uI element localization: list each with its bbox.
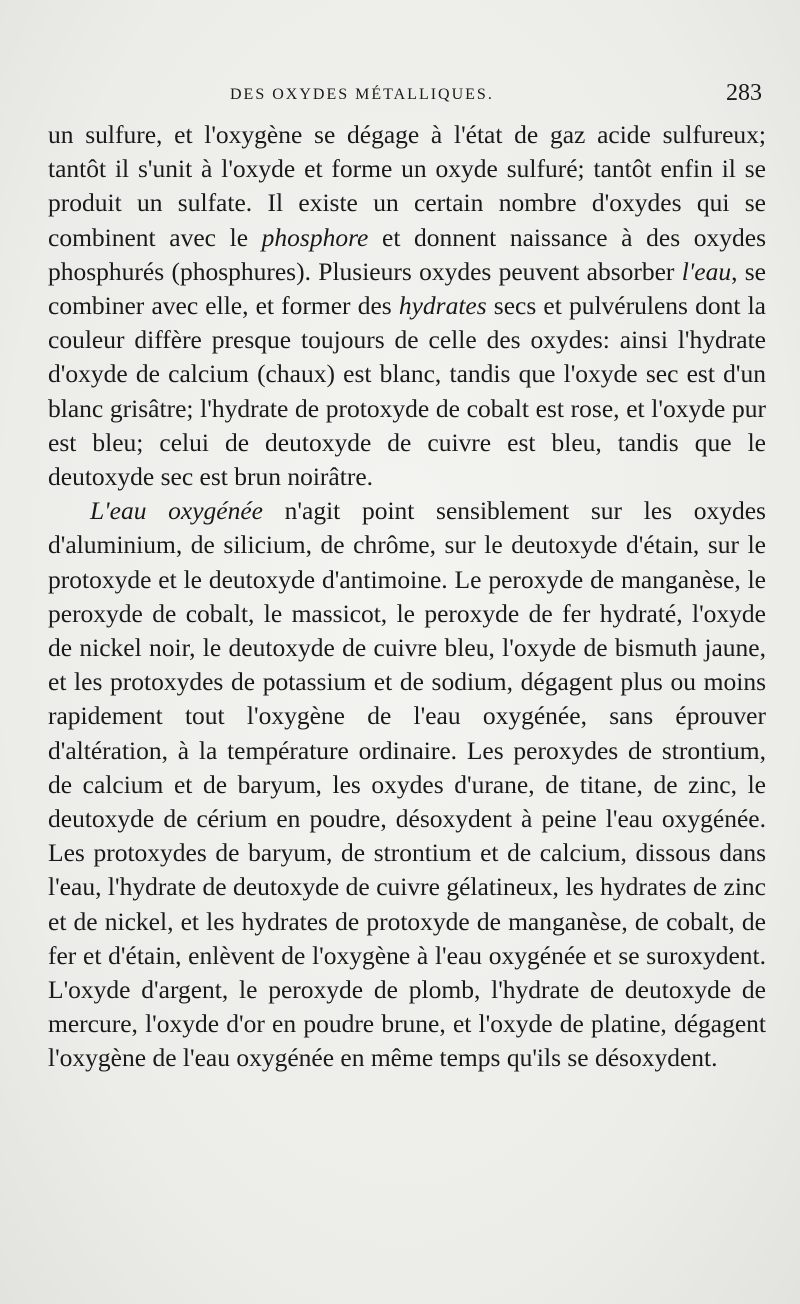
- paragraph-1-italic-eau: l'eau: [681, 256, 732, 286]
- paragraph-1-text-4: secs et pulvérulens dont la couleur diffère presque toujours de celle des oxydes: ainsi l'hydrate d'oxyde de calcium (chaux) est blanc, tandis que l'oxyde sec est d'un blanc grisâtre; l'hydrate de protoxyde de cobalt est rose, et l'oxyde pur est bleu; celui de deutoxyde de cuivre est bleu, tandis que le deutoxyde sec est brun noirâtre.: [48, 291, 766, 492]
- paragraph-2-italic-eau-oxygenee: L'eau oxygénée: [90, 496, 263, 526]
- paragraph-1-text-2: et donnent naissance à des oxydes phosphurés (phosphures). Plusieurs oxydes peuvent absorber: [48, 222, 767, 286]
- page-header: [230, 80, 770, 110]
- paragraph-1-italic-hydrates: hydrates: [398, 291, 487, 321]
- paragraph-2: [48, 494, 766, 1075]
- body-text: [48, 118, 766, 1076]
- paragraph-1-text-1: un sulfure, et l'oxygène se dégage à l'état de gaz acide sulfureux; tantôt il s'unit à l'oxyde et forme un oxyde sulfuré; tantôt enfin il se produit un sulfate. Il existe un certain nombre d'oxydes qui se combinent avec le: [48, 120, 766, 252]
- running-title: DES OXYDES MÉTALLIQUES.: [230, 86, 494, 103]
- page-number: 283: [726, 80, 762, 106]
- paragraph-1-text-3: , se combiner avec elle, et former des: [48, 256, 766, 321]
- paragraph-2-text: n'agit point sensiblement sur les oxydes d'aluminium, de silicium, de chrôme, sur le deutoxyde d'étain, sur le protoxyde et le deutoxyde d'antimoine. Le peroxyde de manganèse, le peroxyde de cobalt, le massicot, le peroxyde de fer hydraté, l'oxyde de nickel noir, le deutoxyde de cuivre bleu, l'oxyde de bismuth jaune, et les protoxydes de potassium et de sodium, dégagent plus ou moins rapidement tout l'oxygène de l'eau oxygénée, sans éprouver d'altération, à la température ordinaire. Les peroxydes de strontium, de calcium et de baryum, les oxydes d'urane, de titane, de zinc, le deutoxyde de cérium en poudre, désoxydent à peine l'eau oxygénée. Les protoxydes de baryum, de strontium et de calcium, dissous dans l'eau, l'hydrate de deutoxyde de cuivre gélatineux, les hydrates de zinc et de nickel, et les hydrates de protoxyde de manganèse, de cobalt, de fer et d'étain, enlèvent de l'oxygène à l'eau oxygénée et se suroxydent. L'oxyde d'argent, le peroxyde de plomb, l'hydrate de deutoxyde de mercure, l'oxyde d'or en poudre brune, et l'oxyde de platine, dégagent l'oxygène de l'eau oxygénée en même temps qu'ils se désoxydent.: [48, 496, 766, 1073]
- paragraph-1: [48, 118, 766, 494]
- paragraph-1-italic-phosphore: phosphore: [261, 222, 369, 252]
